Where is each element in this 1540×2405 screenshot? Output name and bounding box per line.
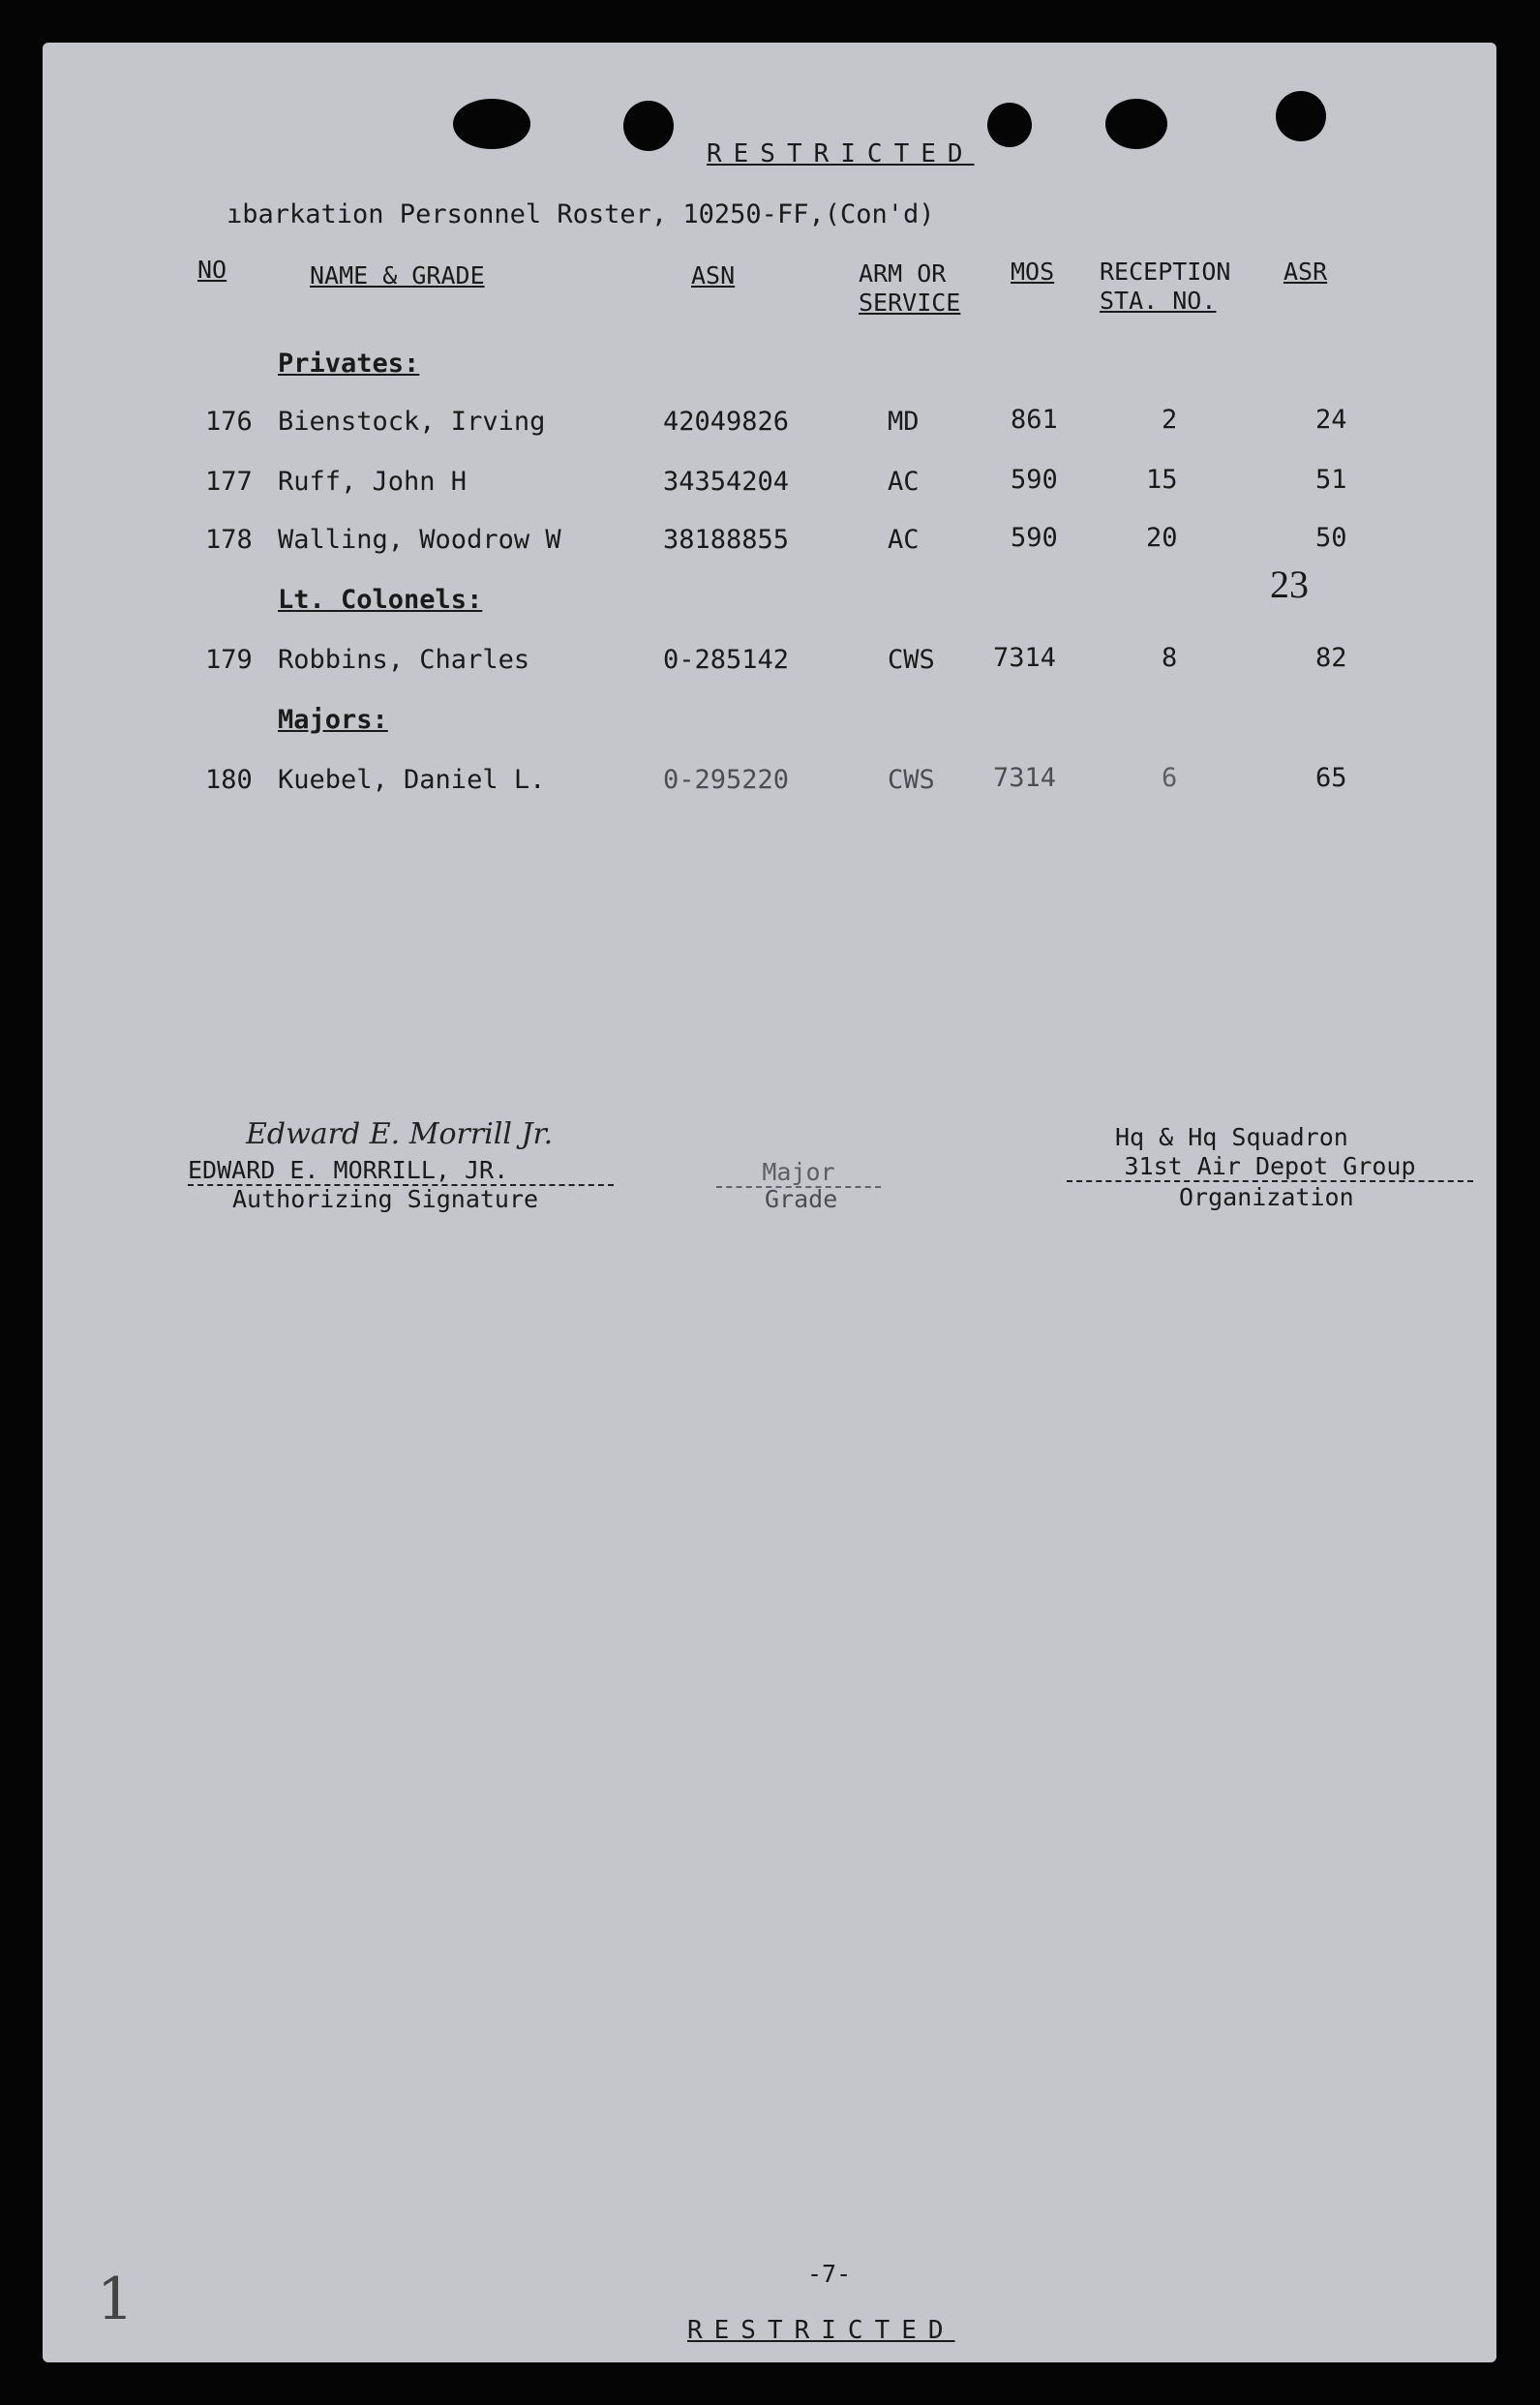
- row-rec: 8: [1162, 643, 1178, 673]
- col-arm-line2: SERVICE: [859, 289, 961, 317]
- section-title: Majors:: [278, 705, 388, 735]
- col-asn: ASN: [691, 261, 736, 289]
- restricted-footer: RESTRICTED: [687, 2316, 955, 2345]
- row-no: 180: [205, 765, 253, 795]
- document-page: [43, 43, 1496, 2362]
- row-asn: 38188855: [663, 525, 790, 555]
- stamp-number: 23: [1270, 563, 1309, 606]
- org-caption: Organization: [1179, 1183, 1354, 1211]
- row-name: Robbins, Charles: [278, 645, 530, 675]
- page-title: ıbarkation Personnel Roster, 10250-FF,(Con'd): [226, 199, 935, 229]
- punch-hole: [623, 101, 674, 151]
- row-rec: 2: [1162, 405, 1178, 435]
- org-line2: 31st Air Depot Group: [1067, 1152, 1473, 1182]
- row-asn: 34354204: [663, 467, 790, 497]
- row-asr: 82: [1315, 643, 1347, 673]
- row-asr: 51: [1315, 465, 1347, 495]
- row-no: 177: [205, 467, 253, 497]
- row-asr: 65: [1315, 763, 1347, 793]
- typed-name: EDWARD E. MORRILL, JR.: [188, 1156, 614, 1186]
- page-number: -7-: [807, 2260, 852, 2288]
- row-name: Ruff, John H: [278, 467, 468, 497]
- col-no: NO: [197, 256, 227, 284]
- row-mos: 590: [1011, 465, 1058, 495]
- row-arm: AC: [888, 467, 920, 497]
- restricted-header: RESTRICTED: [707, 139, 975, 168]
- org-line1: Hq & Hq Squadron: [1115, 1123, 1348, 1151]
- row-name: Kuebel, Daniel L.: [278, 765, 546, 795]
- margin-mark: 1: [97, 2266, 135, 2333]
- section-title: Lt. Colonels:: [278, 585, 483, 615]
- row-name: Bienstock, Irving: [278, 407, 546, 437]
- punch-hole: [987, 103, 1032, 147]
- col-arm-line1: ARM OR: [859, 259, 947, 288]
- row-arm: CWS: [888, 645, 935, 675]
- row-no: 179: [205, 645, 253, 675]
- handwritten-signature: Edward E. Morrill Jr.: [246, 1117, 554, 1151]
- row-mos: 7314: [993, 643, 1057, 673]
- punch-hole: [453, 99, 530, 149]
- row-no: 176: [205, 407, 253, 437]
- row-rec: 15: [1146, 465, 1178, 495]
- row-mos: 590: [1011, 523, 1058, 553]
- row-asr: 24: [1315, 405, 1347, 435]
- row-name: Walling, Woodrow W: [278, 525, 561, 555]
- grade-caption: Grade: [765, 1185, 838, 1213]
- col-mos: MOS: [1011, 258, 1055, 286]
- col-rec-line2: STA. NO.: [1100, 287, 1217, 315]
- signature-caption: Authorizing Signature: [232, 1185, 539, 1213]
- col-rec-line1: RECEPTION: [1100, 258, 1231, 286]
- punch-hole: [1276, 91, 1326, 141]
- row-no: 178: [205, 525, 253, 555]
- grade-value: Major: [716, 1158, 881, 1188]
- row-arm: CWS: [888, 765, 935, 795]
- punch-hole: [1105, 99, 1167, 149]
- row-rec: 6: [1162, 763, 1178, 793]
- row-mos: 861: [1011, 405, 1058, 435]
- row-asn: 42049826: [663, 407, 790, 437]
- col-reception: [1100, 258, 1230, 316]
- row-arm: MD: [888, 407, 920, 437]
- row-asn: 0-285142: [663, 645, 790, 675]
- row-rec: 20: [1146, 523, 1178, 553]
- row-mos: 7314: [993, 763, 1057, 793]
- col-name: NAME & GRADE: [310, 261, 485, 289]
- row-asn: 0-295220: [663, 765, 790, 795]
- row-arm: AC: [888, 525, 920, 555]
- row-asr: 50: [1315, 523, 1347, 553]
- section-title: Privates:: [278, 349, 420, 379]
- col-asr: ASR: [1283, 258, 1328, 286]
- col-arm: [859, 259, 960, 318]
